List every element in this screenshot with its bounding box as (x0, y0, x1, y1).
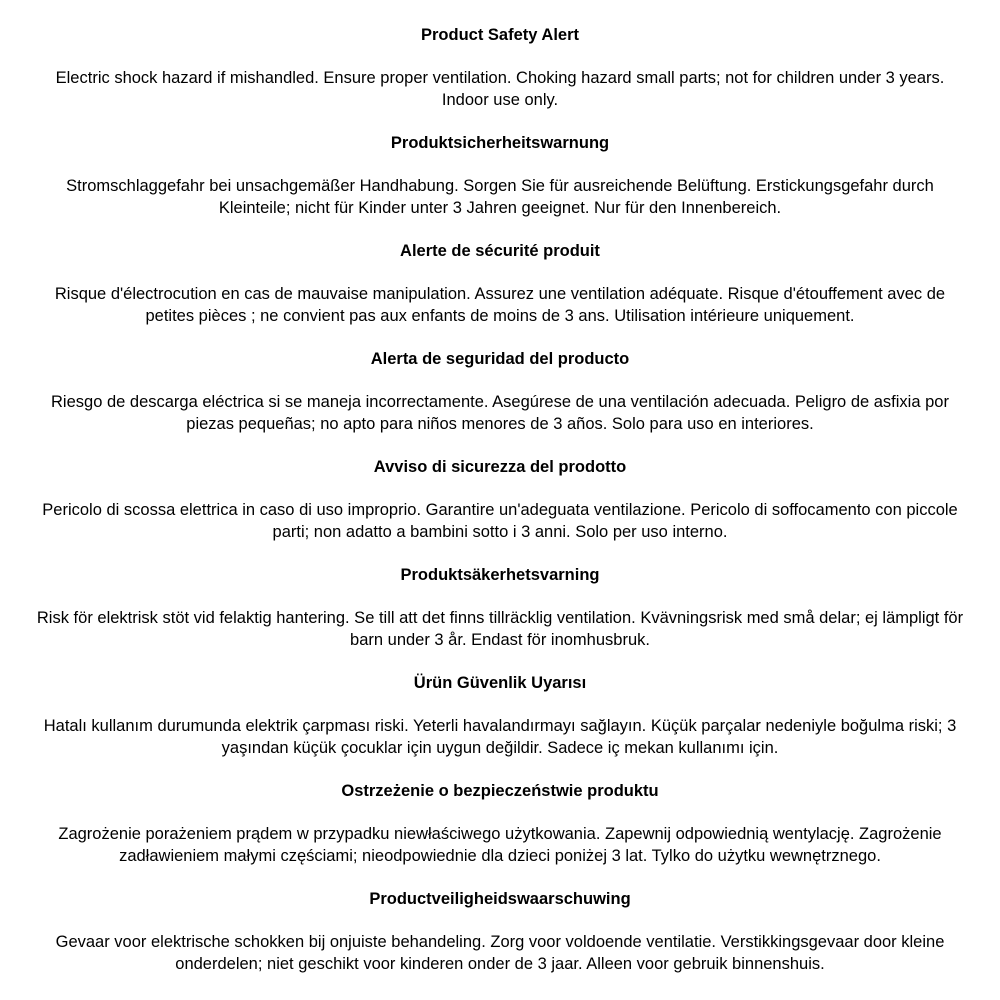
section-heading: Alerte de sécurité produit (400, 242, 600, 260)
section-turkish (30, 672, 970, 759)
section-french (30, 240, 970, 327)
section-dutch (30, 888, 970, 975)
section-text: Electric shock hazard if mishandled. Ensure proper ventilation. Choking hazard small parts; not for children under 3 years. Indoor use only. (55, 69, 945, 109)
section-heading: Alerta de seguridad del producto (370, 350, 630, 368)
section-text: Risque d'électrocution en cas de mauvaise manipulation. Assurez une ventilation adéquate. Risque d'étouffement avec de petites pièces ; ne convient pas aux enfants de moins de 3 ans. Utilisation intérieure uniquement. (54, 285, 946, 325)
section-text: Zagrożenie porażeniem prądem w przypadku niewłaściwego użytkowania. Zapewnij odpowiednią wentylację. Zagrożenie zadławieniem małymi częściami; nieodpowiednie dla dzieci poniżej 3 lat. Tylko do użytku wewnętrznego. (58, 825, 942, 865)
section-spanish (30, 348, 970, 435)
section-text: Stromschlaggefahr bei unsachgemäßer Handhabung. Sorgen Sie für ausreichende Belüftung. Erstickungsgefahr durch Kleinteile; nicht für Kinder unter 3 Jahren geeignet. Nur für den Innenbereich. (66, 177, 934, 217)
section-polish (30, 780, 970, 867)
section-english (30, 24, 970, 111)
section-german (30, 132, 970, 219)
section-heading: Produktsicherheitswarnung (390, 134, 610, 152)
section-heading: Ostrzeżenie o bezpieczeństwie produktu (341, 782, 659, 800)
section-text: Risk för elektrisk stöt vid felaktig hantering. Se till att det finns tillräcklig ventilation. Kvävningsrisk med små delar; ej lämpligt för barn under 3 år. Endast för inomhusbruk. (36, 609, 964, 649)
section-heading: Produktsäkerhetsvarning (400, 566, 600, 584)
section-heading: Avviso di sicurezza del prodotto (373, 458, 627, 476)
section-heading: Productveiligheidswaarschuwing (369, 890, 631, 908)
section-swedish (30, 564, 970, 651)
section-italian (30, 456, 970, 543)
section-heading: Ürün Güvenlik Uyarısı (413, 674, 587, 692)
section-text: Hatalı kullanım durumunda elektrik çarpması riski. Yeterli havalandırmayı sağlayın. Küçük parçalar nedeniyle boğulma riski; 3 yaşından küçük çocuklar için uygun değildir. Sadece iç mekan kullanımı için. (43, 717, 957, 757)
section-text: Pericolo di scossa elettrica in caso di uso improprio. Garantire un'adeguata ventilazione. Pericolo di soffocamento con piccole parti; non adatto a bambini sotto i 3 anni. Solo per uso interno. (42, 501, 958, 541)
section-text: Riesgo de descarga eléctrica si se maneja incorrectamente. Asegúrese de una ventilación adecuada. Peligro de asfixia por piezas pequeñas; no apto para niños menores de 3 años. Solo para uso en interiores. (51, 393, 949, 433)
section-text: Gevaar voor elektrische schokken bij onjuiste behandeling. Zorg voor voldoende ventilatie. Verstikkingsgevaar door kleine onderdelen; niet geschikt voor kinderen onder de 3 jaar. Alleen voor gebruik binnenshuis. (55, 933, 945, 973)
section-heading: Product Safety Alert (420, 26, 579, 44)
